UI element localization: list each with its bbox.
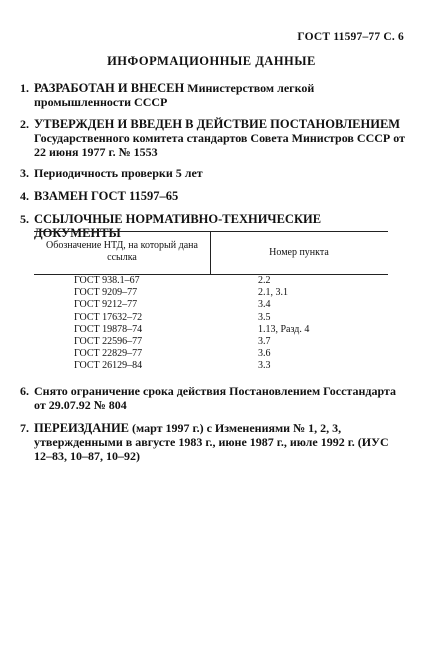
table-cell-document: ГОСТ 9209–77	[74, 287, 138, 299]
table-cell-clause: 3.7	[258, 335, 271, 347]
item-bold-text: ВЗАМЕН ГОСТ 11597–65	[34, 189, 179, 203]
item-text: (март 1997 г.) с Изменениями № 1, 2, 3, утвержденными в августе 1983 г., июне 1987 г., июле 1992 г. (ИУС 12–83, 10–87, 10–92)	[34, 421, 389, 463]
table-cell-clause: 1.13, Разд. 4	[258, 323, 310, 335]
table-row	[34, 299, 388, 311]
table-cell-clause: 3.4	[258, 299, 271, 311]
table-cell-clause: 3.6	[258, 348, 271, 360]
info-item-2	[20, 117, 405, 159]
table-row	[34, 360, 388, 372]
table-cell-document: ГОСТ 22596–77	[74, 335, 143, 347]
table-header	[34, 231, 388, 275]
item-number: 7.	[20, 421, 29, 435]
table-cell-document: ГОСТ 9212–77	[74, 299, 138, 311]
table-cell-document: ГОСТ 19878–74	[74, 323, 143, 335]
table-row	[34, 324, 388, 336]
table-cell-clause: 2.1, 3.1	[258, 287, 288, 299]
info-item-3	[20, 166, 405, 180]
info-item-6	[20, 384, 405, 412]
item-number: 6.	[20, 384, 29, 398]
table-row	[34, 336, 388, 348]
column-header-clause: Номер пункта	[269, 247, 329, 258]
column-header-document: Обозначение НТД, на который дана ссылка	[46, 240, 198, 263]
info-item-4	[20, 189, 405, 203]
table-row	[34, 348, 388, 360]
table-row	[34, 287, 388, 299]
table-row	[34, 275, 388, 287]
item-number: 1.	[20, 81, 29, 95]
document-header: ГОСТ 11597–77 С. 6	[297, 31, 404, 43]
info-item-7	[20, 421, 405, 463]
table-cell-document: ГОСТ 17632–72	[74, 311, 143, 323]
item-number: 3.	[20, 166, 29, 180]
references-table	[34, 231, 388, 372]
item-text: Государственного комитета стандартов Совета Министров СССР от 22 июня 1977 г. № 1553	[34, 131, 405, 159]
table-cell-clause: 3.5	[258, 311, 271, 323]
item-bold-text: РАЗРАБОТАН И ВНЕСЕН	[34, 81, 185, 95]
table-cell-clause: 3.3	[258, 360, 271, 372]
section-title: ИНФОРМАЦИОННЫЕ ДАННЫЕ	[107, 54, 316, 68]
item-bold-text: ССЫЛОЧНЫЕ НОРМАТИВНО-ТЕХНИЧЕСКИЕ ДОКУМЕНТЫ	[34, 212, 322, 240]
item-number: 2.	[20, 117, 29, 131]
item-bold-text: УТВЕРЖДЕН И ВВЕДЕН В ДЕЙСТВИЕ ПОСТАНОВЛЕНИЕМ	[34, 117, 401, 131]
item-bold-text: ПЕРЕИЗДАНИЕ	[34, 421, 130, 435]
table-row	[34, 312, 388, 324]
info-item-1	[20, 81, 405, 109]
table-cell-document: ГОСТ 26129–84	[74, 360, 143, 372]
table-cell-document: ГОСТ 938.1–67	[74, 275, 140, 286]
item-number: 4.	[20, 189, 29, 203]
item-number: 5.	[20, 212, 29, 226]
table-cell-clause: 2.2	[258, 275, 271, 286]
item-text: Министерством легкой промышленности СССР	[34, 81, 315, 109]
item-text: Снято ограничение срока действия Постановлением Госстандарта от 29.07.92 № 804	[34, 384, 396, 412]
table-cell-document: ГОСТ 22829–77	[74, 348, 143, 360]
item-text: Периодичность проверки 5 лет	[34, 166, 203, 180]
